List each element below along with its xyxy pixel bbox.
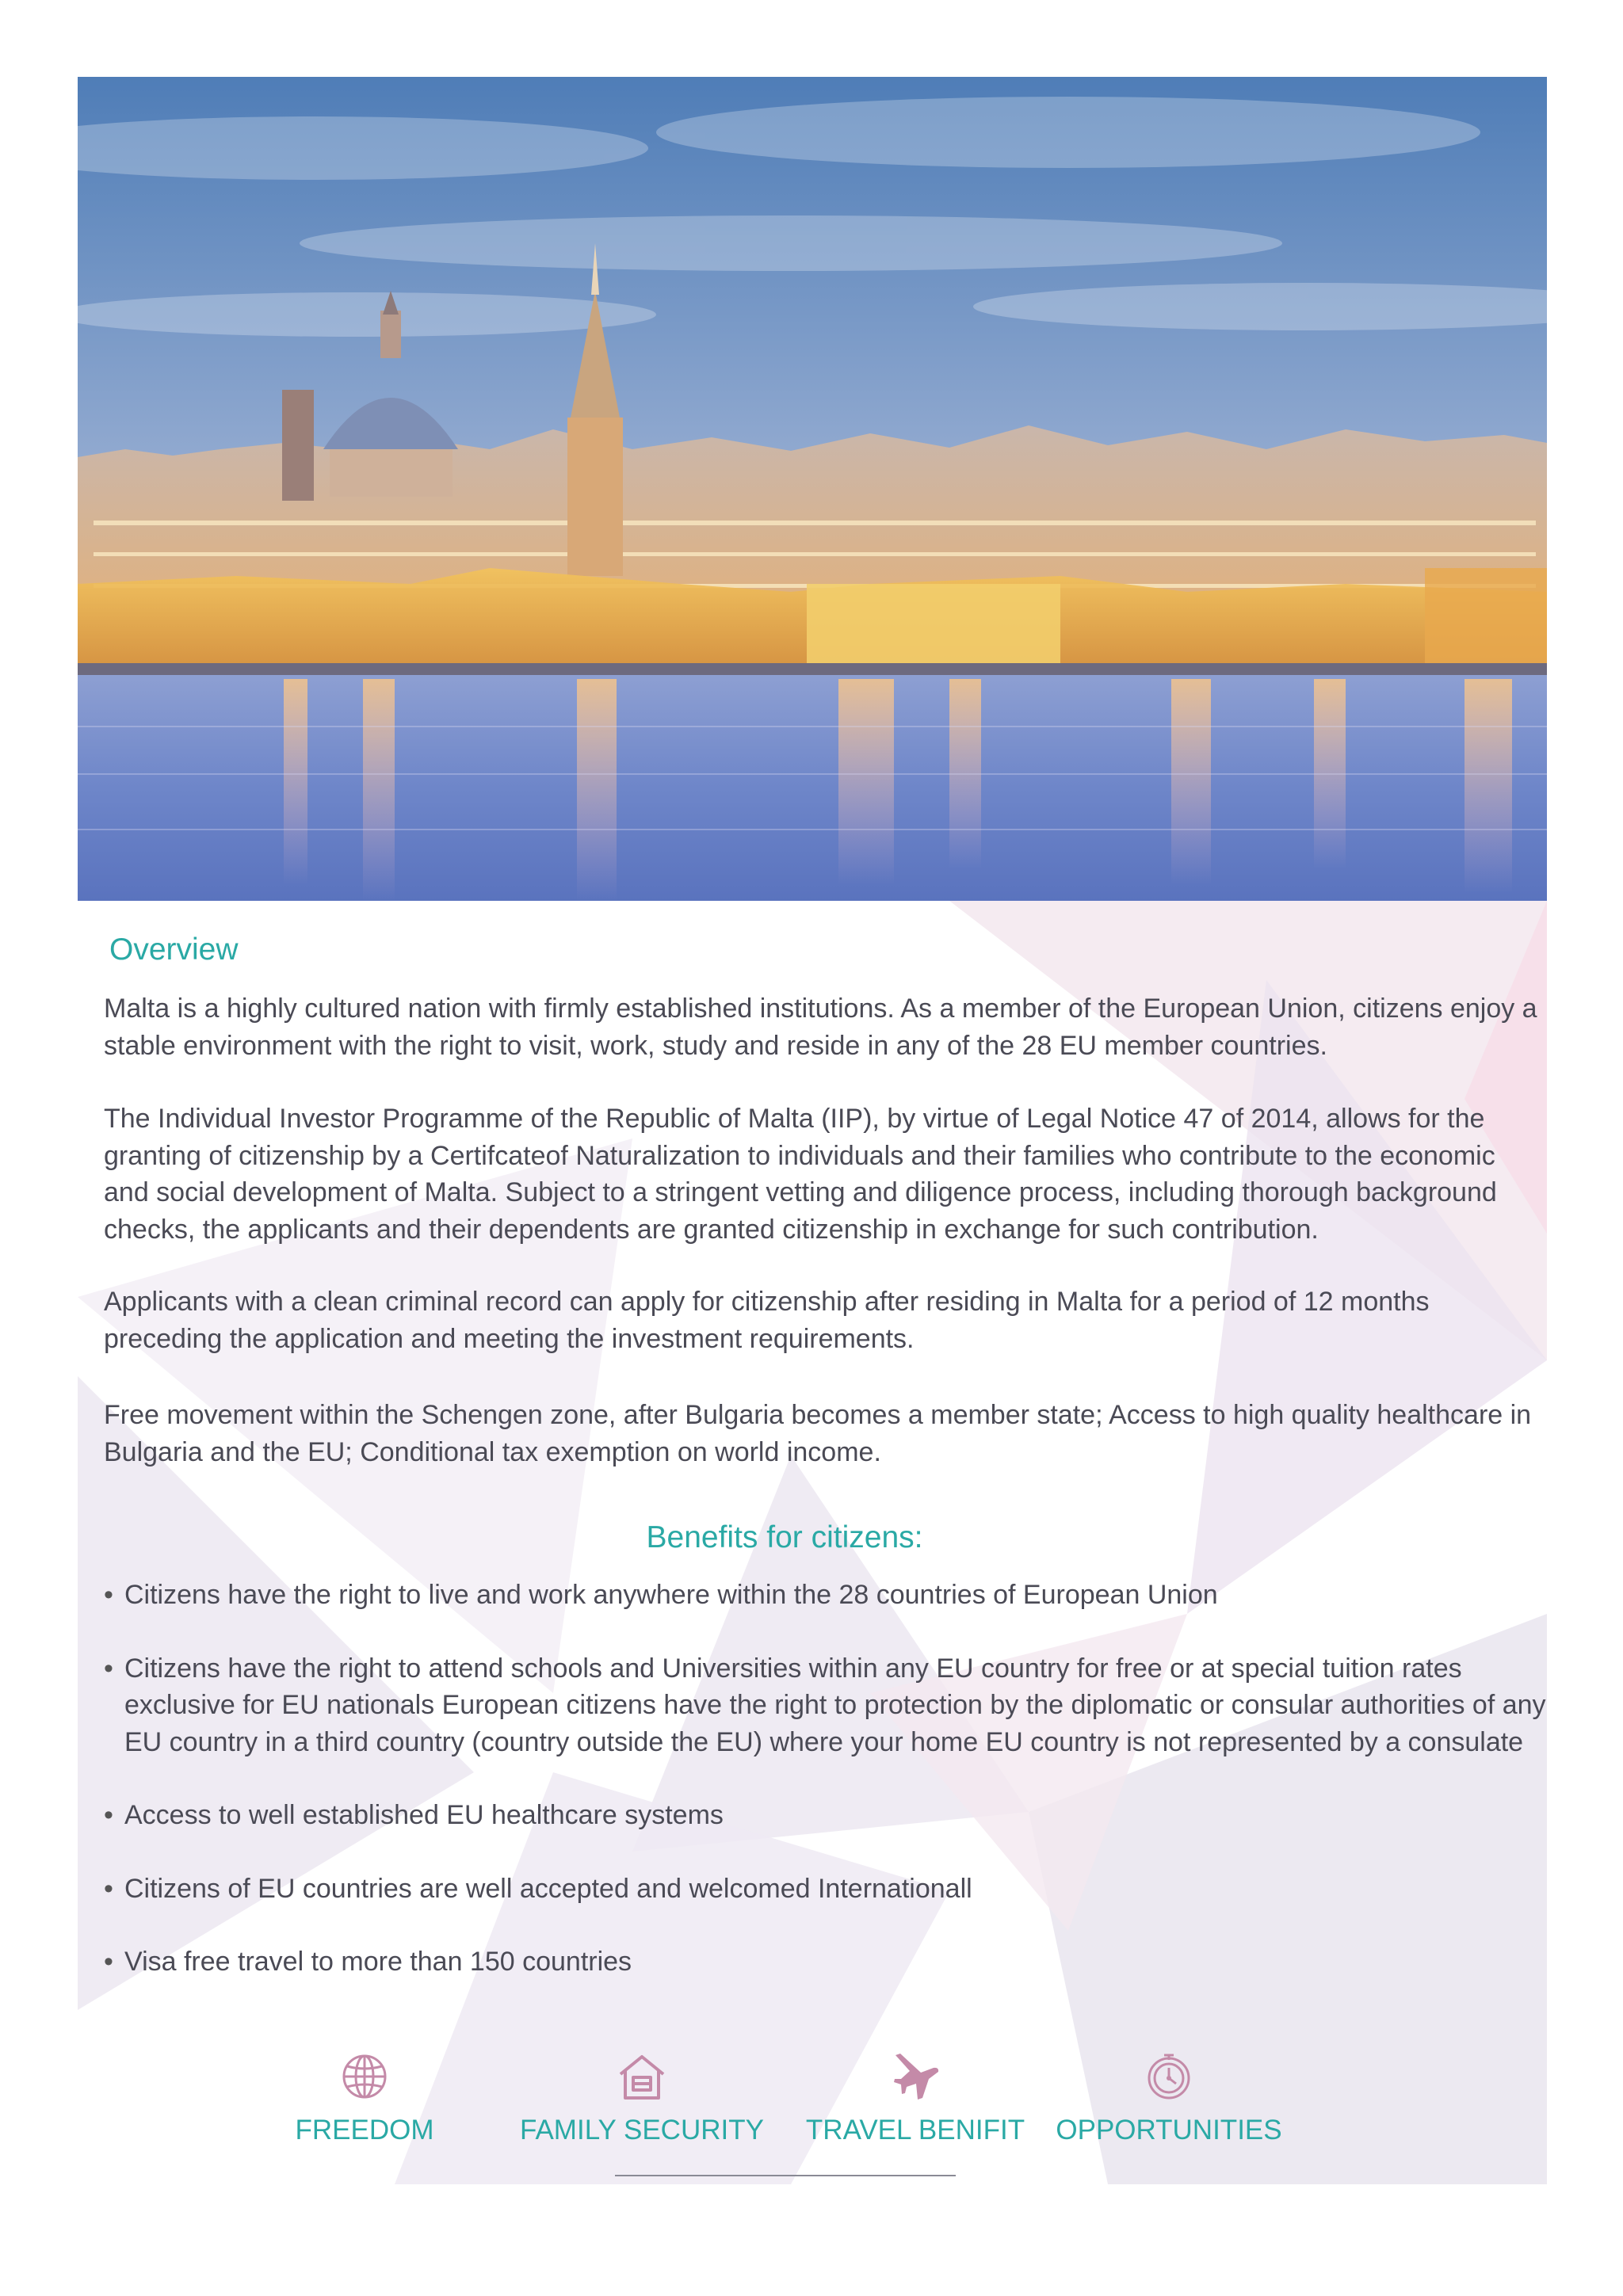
feature-label: TRAVEL BENIFIT — [805, 2115, 1025, 2145]
feature-label: FAMILY SECURITY — [520, 2115, 764, 2145]
benefit-item-3 — [104, 1797, 1546, 1834]
feature-label: FREEDOM — [295, 2115, 434, 2145]
overview-paragraph-1: Malta is a highly cultured nation with firmly established institutions. As a member of the European Union, citizens enjoy a stable environment with the right to visit, work, study and reside in any of the 28 EU member countries. — [104, 994, 1537, 1061]
benefit-item-4 — [104, 1871, 1546, 1908]
house-icon — [616, 2050, 668, 2103]
overview-paragraph-4: Free movement within the Schengen zone, after Bulgaria becomes a member state; Access to high quality healthcare in Bulgaria and the EU; Conditional tax exemption on world income. — [104, 1400, 1532, 1467]
divider-line — [615, 2175, 956, 2176]
airplane-icon — [889, 2050, 941, 2103]
feature-label: OPPORTUNITIES — [1056, 2115, 1282, 2145]
feature-icon-bar — [0, 2050, 1623, 2177]
globe-icon — [338, 2050, 391, 2103]
benefit-text: • Citizens of EU countries are well accepted and welcomed Internationall — [124, 1873, 972, 1904]
benefit-text: • Access to well established EU healthcare systems — [124, 1800, 724, 1830]
overview-paragraph-3: Applicants with a clean criminal record can apply for citizenship after residing in Malta for a period of 12 months preceding the application and meeting the investment requirements. — [104, 1287, 1430, 1354]
benefit-text: • Citizens have the right to attend schools and Universities within any EU country for free or at special tuition rates exclusive for EU nationals European citizens have the right to protection by the diplomatic or consular authorities of any EU country in a third country (country outside the EU) where your home EU country is not represented by a consulate — [124, 1653, 1546, 1757]
benefit-text: • Visa free travel to more than 150 countries — [124, 1947, 632, 1977]
feature-family-security — [507, 2050, 777, 2147]
feature-freedom — [285, 2050, 444, 2147]
benefit-item-5 — [104, 1943, 1546, 1981]
feature-travel-benefit — [800, 2050, 1030, 2147]
benefit-text: • Citizens have the right to live and work anywhere within the 28 countries of European Union — [124, 1580, 1218, 1610]
overview-paragraph-2: The Individual Investor Programme of the Republic of Malta (IIP), by virtue of Legal Notice 47 of 2014, allows for the granting of citizenship by a Certifcateof Naturalization to individuals and their families who contribute to the economic and social development of Malta. Subject to a stringent vetting and diligence process, including thorough background checks, the applicants and their dependents are granted citizenship in exchange for such contribution. — [104, 1104, 1497, 1245]
feature-opportunities — [1046, 2050, 1292, 2147]
overview-heading: Overview — [109, 933, 239, 967]
benefit-item-2 — [104, 1650, 1546, 1761]
benefit-item-1 — [104, 1577, 1546, 1614]
compass-icon — [1143, 2050, 1195, 2103]
benefits-heading: Benefits for citizens: — [646, 1520, 923, 1554]
benefits-list — [104, 1577, 1546, 2017]
